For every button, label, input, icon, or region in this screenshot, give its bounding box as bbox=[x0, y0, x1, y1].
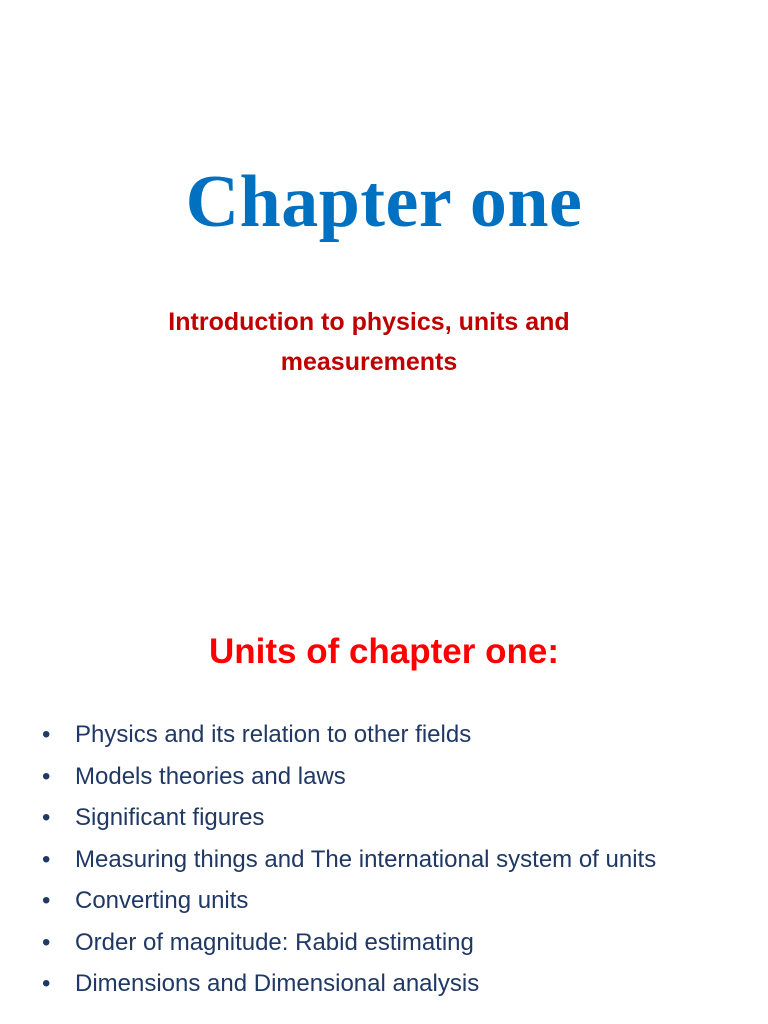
list-item-text: Models theories and laws bbox=[75, 762, 346, 790]
bullet-icon: • bbox=[42, 804, 51, 831]
units-list bbox=[40, 717, 740, 1008]
bullet-icon: • bbox=[42, 887, 51, 914]
list-item-text: Converting units bbox=[75, 887, 249, 914]
subtitle-line-2: measurements bbox=[280, 348, 458, 376]
list-item bbox=[40, 842, 740, 877]
list-item bbox=[40, 966, 740, 1001]
list-item-text: Order of magnitude: Rabid estimating bbox=[75, 928, 474, 956]
bullet-icon: • bbox=[42, 970, 51, 997]
list-item bbox=[40, 800, 740, 835]
subtitle-line-1: Introduction to physics, units and bbox=[168, 308, 570, 336]
bullet-icon: • bbox=[42, 721, 51, 748]
list-item bbox=[40, 759, 740, 794]
list-item-text: Dimensions and Dimensional analysis bbox=[75, 970, 480, 997]
list-item-text: Significant figures bbox=[75, 804, 265, 831]
list-item bbox=[40, 925, 740, 960]
list-item bbox=[40, 883, 740, 918]
bullet-icon: • bbox=[42, 845, 51, 873]
bullet-icon: • bbox=[42, 762, 51, 790]
list-item bbox=[40, 717, 740, 752]
chapter-title: Chapter one bbox=[185, 161, 583, 243]
list-item-text: Physics and its relation to other fields bbox=[75, 721, 472, 748]
chapter-subtitle bbox=[0, 302, 738, 382]
list-item-text: Measuring things and The international system of units bbox=[75, 845, 657, 873]
units-heading: Units of chapter one: bbox=[208, 632, 560, 671]
bullet-icon: • bbox=[42, 928, 51, 956]
